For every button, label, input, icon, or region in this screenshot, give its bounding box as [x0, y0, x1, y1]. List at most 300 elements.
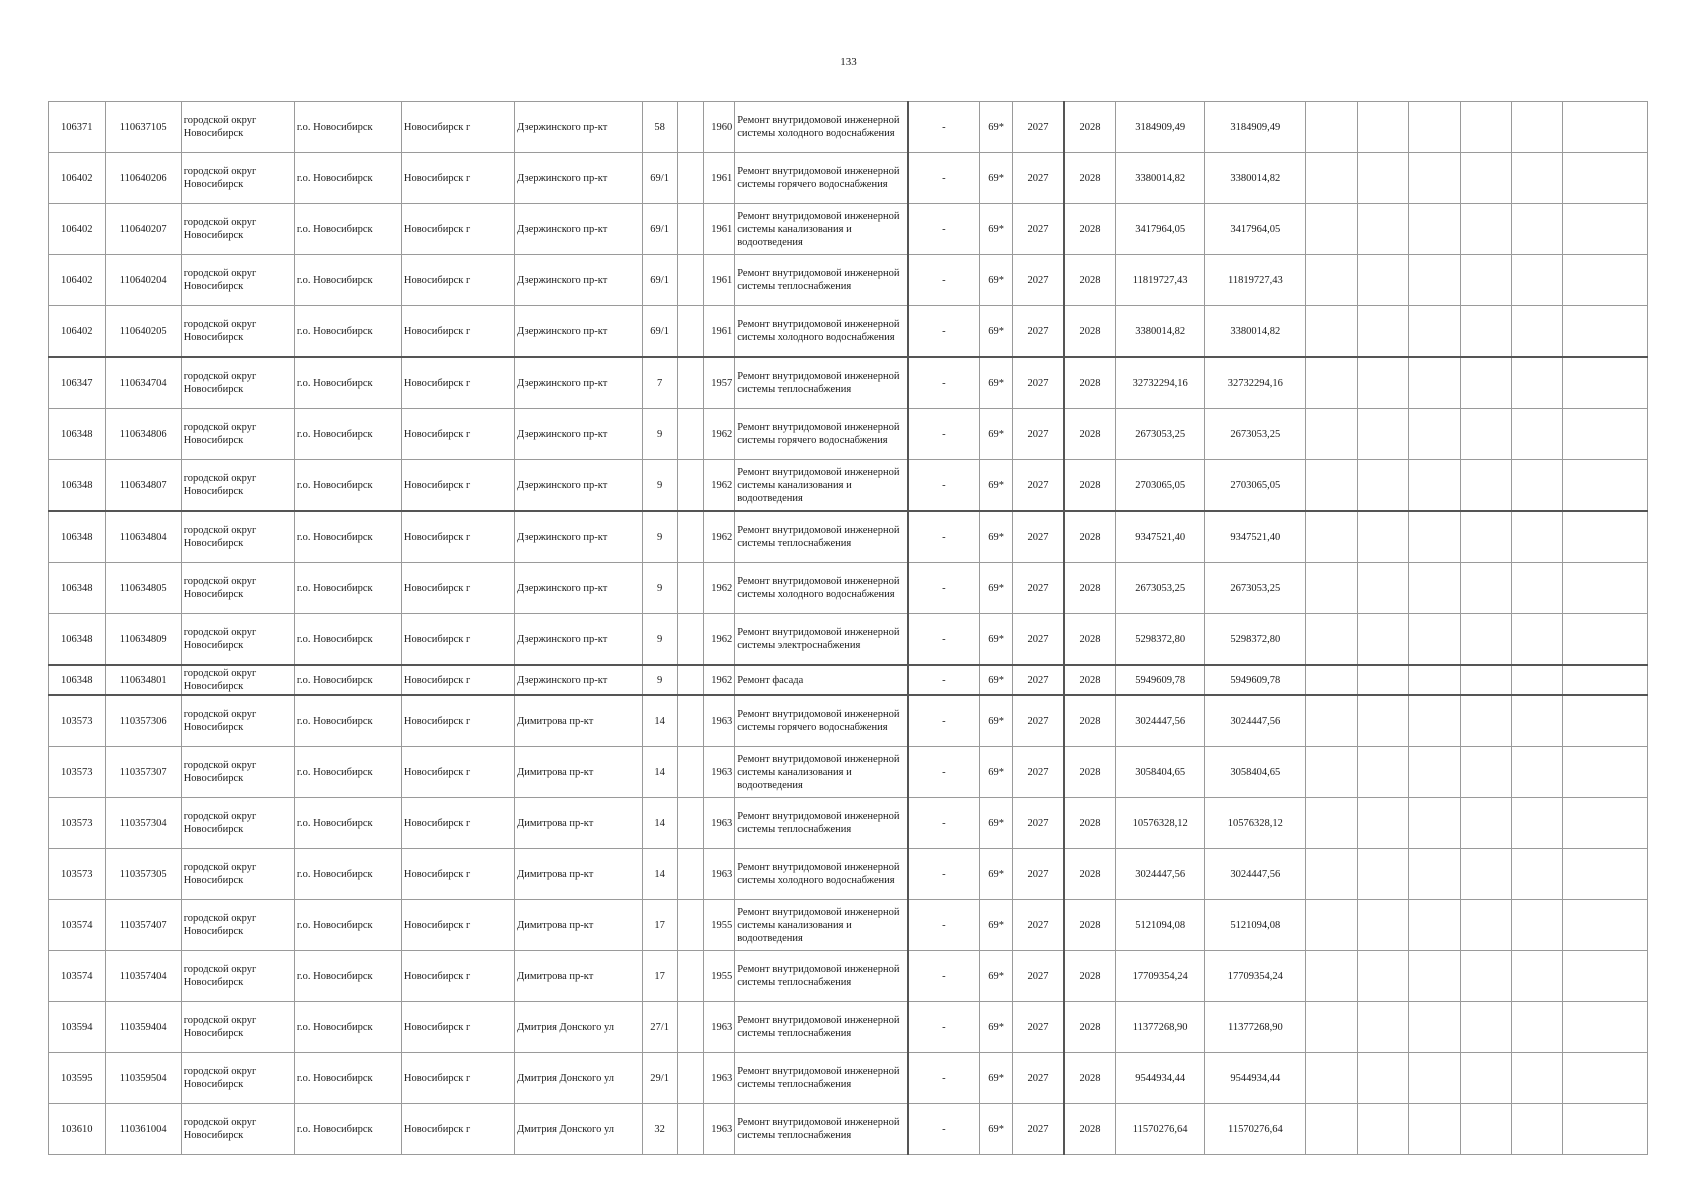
empty-cell	[1306, 951, 1357, 1002]
municipality: городской округ Новосибирск	[181, 747, 294, 798]
street: Дзержинского пр-кт	[515, 511, 643, 563]
work-type: Ремонт внутридомовой инженерной системы холодного водоснабжения	[735, 306, 908, 358]
empty-cell	[1460, 951, 1511, 1002]
empty-cell	[1563, 1104, 1648, 1155]
dash-cell: -	[908, 747, 980, 798]
empty-cell	[1409, 849, 1460, 900]
year-from: 2027	[1013, 695, 1064, 747]
empty-cell	[1409, 747, 1460, 798]
empty-cell	[677, 900, 704, 951]
object-code: 110634801	[105, 665, 181, 695]
row-id: 106348	[49, 614, 106, 666]
wear-percent: 69*	[980, 357, 1013, 409]
empty-cell	[1563, 153, 1648, 204]
total-value: 3024447,56	[1205, 695, 1306, 747]
wear-percent: 69*	[980, 409, 1013, 460]
year-to: 2028	[1064, 849, 1115, 900]
empty-cell	[1357, 511, 1408, 563]
street: Дзержинского пр-кт	[515, 409, 643, 460]
municipality: городской округ Новосибирск	[181, 102, 294, 153]
dash-cell: -	[908, 306, 980, 358]
district: г.о. Новосибирск	[294, 204, 401, 255]
municipality: городской округ Новосибирск	[181, 900, 294, 951]
empty-cell	[1563, 695, 1648, 747]
total-value: 3380014,82	[1205, 306, 1306, 358]
empty-cell	[1563, 204, 1648, 255]
house-number: 69/1	[642, 255, 677, 306]
table-row	[49, 849, 1648, 900]
work-type: Ремонт внутридомовой инженерной системы холодного водоснабжения	[735, 563, 908, 614]
year-to: 2028	[1064, 153, 1115, 204]
empty-cell	[1563, 563, 1648, 614]
house-number: 14	[642, 849, 677, 900]
street: Дзержинского пр-кт	[515, 255, 643, 306]
empty-cell	[1563, 511, 1648, 563]
work-type: Ремонт внутридомовой инженерной системы теплоснабжения	[735, 255, 908, 306]
district: г.о. Новосибирск	[294, 563, 401, 614]
cost-value: 2673053,25	[1115, 563, 1205, 614]
empty-cell	[1409, 695, 1460, 747]
empty-cell	[1460, 665, 1511, 695]
municipality: городской округ Новосибирск	[181, 153, 294, 204]
empty-cell	[1357, 1053, 1408, 1104]
object-code: 110640207	[105, 204, 181, 255]
build-year: 1955	[704, 951, 735, 1002]
wear-percent: 69*	[980, 102, 1013, 153]
city: Новосибирск г	[401, 460, 514, 512]
work-type: Ремонт внутридомовой инженерной системы теплоснабжения	[735, 798, 908, 849]
year-from: 2027	[1013, 102, 1064, 153]
empty-cell	[1460, 511, 1511, 563]
district: г.о. Новосибирск	[294, 695, 401, 747]
empty-cell	[1512, 511, 1563, 563]
total-value: 2703065,05	[1205, 460, 1306, 512]
district: г.о. Новосибирск	[294, 1104, 401, 1155]
district: г.о. Новосибирск	[294, 1002, 401, 1053]
work-type: Ремонт внутридомовой инженерной системы горячего водоснабжения	[735, 409, 908, 460]
build-year: 1963	[704, 747, 735, 798]
empty-cell	[677, 747, 704, 798]
work-type: Ремонт внутридомовой инженерной системы горячего водоснабжения	[735, 695, 908, 747]
table-row	[49, 409, 1648, 460]
year-from: 2027	[1013, 1104, 1064, 1155]
object-code: 110357305	[105, 849, 181, 900]
total-value: 11570276,64	[1205, 1104, 1306, 1155]
table-row	[49, 1104, 1648, 1155]
total-value: 5949609,78	[1205, 665, 1306, 695]
row-id: 103573	[49, 798, 106, 849]
cost-value: 9347521,40	[1115, 511, 1205, 563]
wear-percent: 69*	[980, 900, 1013, 951]
year-from: 2027	[1013, 511, 1064, 563]
wear-percent: 69*	[980, 798, 1013, 849]
year-to: 2028	[1064, 306, 1115, 358]
cost-value: 3184909,49	[1115, 102, 1205, 153]
house-number: 14	[642, 747, 677, 798]
municipality: городской округ Новосибирск	[181, 1104, 294, 1155]
dash-cell: -	[908, 102, 980, 153]
empty-cell	[1357, 1104, 1408, 1155]
city: Новосибирск г	[401, 695, 514, 747]
empty-cell	[1512, 255, 1563, 306]
empty-cell	[1409, 1002, 1460, 1053]
city: Новосибирск г	[401, 900, 514, 951]
empty-cell	[1357, 153, 1408, 204]
table-row	[49, 1002, 1648, 1053]
empty-cell	[1460, 695, 1511, 747]
house-number: 69/1	[642, 204, 677, 255]
empty-cell	[1357, 306, 1408, 358]
empty-cell	[1409, 357, 1460, 409]
empty-cell	[1563, 1002, 1648, 1053]
cost-value: 11377268,90	[1115, 1002, 1205, 1053]
object-code: 110634704	[105, 357, 181, 409]
table-row	[49, 511, 1648, 563]
row-id: 106348	[49, 563, 106, 614]
empty-cell	[1409, 306, 1460, 358]
empty-cell	[1357, 614, 1408, 666]
work-type: Ремонт внутридомовой инженерной системы горячего водоснабжения	[735, 153, 908, 204]
year-from: 2027	[1013, 357, 1064, 409]
dash-cell: -	[908, 511, 980, 563]
row-id: 106348	[49, 665, 106, 695]
year-to: 2028	[1064, 695, 1115, 747]
build-year: 1962	[704, 563, 735, 614]
year-from: 2027	[1013, 409, 1064, 460]
row-id: 106371	[49, 102, 106, 153]
year-to: 2028	[1064, 357, 1115, 409]
house-number: 69/1	[642, 306, 677, 358]
empty-cell	[1357, 951, 1408, 1002]
work-type: Ремонт внутридомовой инженерной системы электроснабжения	[735, 614, 908, 666]
empty-cell	[1357, 357, 1408, 409]
year-to: 2028	[1064, 460, 1115, 512]
dash-cell: -	[908, 1053, 980, 1104]
empty-cell	[1460, 460, 1511, 512]
empty-cell	[1460, 747, 1511, 798]
street: Дзержинского пр-кт	[515, 153, 643, 204]
cost-value: 3024447,56	[1115, 849, 1205, 900]
table-row	[49, 951, 1648, 1002]
empty-cell	[1409, 102, 1460, 153]
empty-cell	[1512, 1053, 1563, 1104]
build-year: 1961	[704, 306, 735, 358]
object-code: 110634805	[105, 563, 181, 614]
city: Новосибирск г	[401, 409, 514, 460]
empty-cell	[1563, 306, 1648, 358]
table-row	[49, 614, 1648, 666]
year-to: 2028	[1064, 665, 1115, 695]
cost-value: 11819727,43	[1115, 255, 1205, 306]
empty-cell	[1512, 665, 1563, 695]
empty-cell	[1563, 460, 1648, 512]
year-from: 2027	[1013, 460, 1064, 512]
empty-cell	[1563, 1053, 1648, 1104]
city: Новосибирск г	[401, 614, 514, 666]
build-year: 1963	[704, 849, 735, 900]
work-type: Ремонт внутридомовой инженерной системы теплоснабжения	[735, 511, 908, 563]
empty-cell	[1357, 798, 1408, 849]
dash-cell: -	[908, 798, 980, 849]
empty-cell	[1357, 695, 1408, 747]
row-id: 106402	[49, 255, 106, 306]
cost-value: 2673053,25	[1115, 409, 1205, 460]
object-code: 110357304	[105, 798, 181, 849]
empty-cell	[677, 357, 704, 409]
build-year: 1962	[704, 511, 735, 563]
work-type: Ремонт внутридомовой инженерной системы теплоснабжения	[735, 1053, 908, 1104]
year-to: 2028	[1064, 951, 1115, 1002]
table-row	[49, 306, 1648, 358]
street: Дзержинского пр-кт	[515, 102, 643, 153]
empty-cell	[1409, 563, 1460, 614]
dash-cell: -	[908, 153, 980, 204]
year-to: 2028	[1064, 1053, 1115, 1104]
table-row	[49, 665, 1648, 695]
empty-cell	[1357, 900, 1408, 951]
dash-cell: -	[908, 614, 980, 666]
municipality: городской округ Новосибирск	[181, 665, 294, 695]
empty-cell	[1512, 460, 1563, 512]
municipality: городской округ Новосибирск	[181, 409, 294, 460]
empty-cell	[1512, 1002, 1563, 1053]
table-row	[49, 798, 1648, 849]
build-year: 1960	[704, 102, 735, 153]
cost-value: 10576328,12	[1115, 798, 1205, 849]
build-year: 1963	[704, 1104, 735, 1155]
year-from: 2027	[1013, 849, 1064, 900]
municipality: городской округ Новосибирск	[181, 951, 294, 1002]
object-code: 110634804	[105, 511, 181, 563]
empty-cell	[1512, 798, 1563, 849]
empty-cell	[677, 563, 704, 614]
work-type: Ремонт внутридомовой инженерной системы теплоснабжения	[735, 1104, 908, 1155]
city: Новосибирск г	[401, 1104, 514, 1155]
empty-cell	[1409, 614, 1460, 666]
district: г.о. Новосибирск	[294, 409, 401, 460]
district: г.о. Новосибирск	[294, 900, 401, 951]
table-row	[49, 900, 1648, 951]
year-to: 2028	[1064, 747, 1115, 798]
row-id: 106347	[49, 357, 106, 409]
build-year: 1957	[704, 357, 735, 409]
total-value: 32732294,16	[1205, 357, 1306, 409]
table-row	[49, 1053, 1648, 1104]
municipality: городской округ Новосибирск	[181, 255, 294, 306]
empty-cell	[1306, 153, 1357, 204]
object-code: 110357307	[105, 747, 181, 798]
empty-cell	[1306, 849, 1357, 900]
wear-percent: 69*	[980, 255, 1013, 306]
row-id: 106402	[49, 153, 106, 204]
cost-value: 5949609,78	[1115, 665, 1205, 695]
cost-value: 11570276,64	[1115, 1104, 1205, 1155]
year-from: 2027	[1013, 900, 1064, 951]
wear-percent: 69*	[980, 747, 1013, 798]
empty-cell	[1512, 849, 1563, 900]
city: Новосибирск г	[401, 747, 514, 798]
empty-cell	[1460, 849, 1511, 900]
district: г.о. Новосибирск	[294, 951, 401, 1002]
empty-cell	[1306, 357, 1357, 409]
empty-cell	[1460, 1104, 1511, 1155]
dash-cell: -	[908, 951, 980, 1002]
district: г.о. Новосибирск	[294, 306, 401, 358]
build-year: 1963	[704, 1053, 735, 1104]
object-code: 110359504	[105, 1053, 181, 1104]
municipality: городской округ Новосибирск	[181, 1002, 294, 1053]
wear-percent: 69*	[980, 563, 1013, 614]
empty-cell	[1512, 563, 1563, 614]
house-number: 17	[642, 951, 677, 1002]
build-year: 1962	[704, 409, 735, 460]
empty-cell	[1306, 204, 1357, 255]
empty-cell	[1460, 255, 1511, 306]
empty-cell	[1563, 102, 1648, 153]
row-id: 106348	[49, 409, 106, 460]
row-id: 106402	[49, 204, 106, 255]
house-number: 58	[642, 102, 677, 153]
total-value: 17709354,24	[1205, 951, 1306, 1002]
street: Дмитрия Донского ул	[515, 1104, 643, 1155]
empty-cell	[1460, 102, 1511, 153]
empty-cell	[1306, 1053, 1357, 1104]
house-number: 17	[642, 900, 677, 951]
empty-cell	[1306, 747, 1357, 798]
empty-cell	[1512, 951, 1563, 1002]
build-year: 1961	[704, 204, 735, 255]
empty-cell	[1357, 204, 1408, 255]
municipality: городской округ Новосибирск	[181, 614, 294, 666]
city: Новосибирск г	[401, 665, 514, 695]
empty-cell	[1306, 614, 1357, 666]
district: г.о. Новосибирск	[294, 665, 401, 695]
district: г.о. Новосибирск	[294, 614, 401, 666]
empty-cell	[1357, 747, 1408, 798]
city: Новосибирск г	[401, 204, 514, 255]
total-value: 3058404,65	[1205, 747, 1306, 798]
cost-value: 32732294,16	[1115, 357, 1205, 409]
empty-cell	[677, 511, 704, 563]
empty-cell	[677, 409, 704, 460]
cost-value: 17709354,24	[1115, 951, 1205, 1002]
district: г.о. Новосибирск	[294, 798, 401, 849]
municipality: городской округ Новосибирск	[181, 511, 294, 563]
total-value: 11377268,90	[1205, 1002, 1306, 1053]
year-from: 2027	[1013, 255, 1064, 306]
empty-cell	[1409, 460, 1460, 512]
build-year: 1962	[704, 614, 735, 666]
cost-value: 3417964,05	[1115, 204, 1205, 255]
house-number: 9	[642, 614, 677, 666]
build-year: 1961	[704, 255, 735, 306]
table-row	[49, 563, 1648, 614]
street: Димитрова пр-кт	[515, 900, 643, 951]
cost-value: 3380014,82	[1115, 153, 1205, 204]
city: Новосибирск г	[401, 849, 514, 900]
capital-repair-table	[48, 101, 1648, 1155]
total-value: 5121094,08	[1205, 900, 1306, 951]
year-to: 2028	[1064, 204, 1115, 255]
empty-cell	[677, 1002, 704, 1053]
year-from: 2027	[1013, 204, 1064, 255]
work-type: Ремонт внутридомовой инженерной системы канализования и водоотведения	[735, 460, 908, 512]
wear-percent: 69*	[980, 1002, 1013, 1053]
object-code: 110357404	[105, 951, 181, 1002]
object-code: 110634806	[105, 409, 181, 460]
district: г.о. Новосибирск	[294, 153, 401, 204]
total-value: 9544934,44	[1205, 1053, 1306, 1104]
dash-cell: -	[908, 357, 980, 409]
empty-cell	[1563, 951, 1648, 1002]
build-year: 1961	[704, 153, 735, 204]
table-row	[49, 102, 1648, 153]
total-value: 2673053,25	[1205, 563, 1306, 614]
municipality: городской округ Новосибирск	[181, 849, 294, 900]
table-row	[49, 255, 1648, 306]
municipality: городской округ Новосибирск	[181, 357, 294, 409]
row-id: 103573	[49, 695, 106, 747]
district: г.о. Новосибирск	[294, 849, 401, 900]
row-id: 103595	[49, 1053, 106, 1104]
wear-percent: 69*	[980, 306, 1013, 358]
year-to: 2028	[1064, 1104, 1115, 1155]
empty-cell	[1460, 153, 1511, 204]
cost-value: 3058404,65	[1115, 747, 1205, 798]
empty-cell	[1306, 695, 1357, 747]
dash-cell: -	[908, 255, 980, 306]
empty-cell	[1563, 849, 1648, 900]
house-number: 9	[642, 511, 677, 563]
street: Димитрова пр-кт	[515, 849, 643, 900]
empty-cell	[1409, 900, 1460, 951]
empty-cell	[677, 695, 704, 747]
city: Новосибирск г	[401, 511, 514, 563]
empty-cell	[677, 665, 704, 695]
empty-cell	[677, 798, 704, 849]
empty-cell	[1409, 665, 1460, 695]
empty-cell	[677, 102, 704, 153]
dash-cell: -	[908, 460, 980, 512]
empty-cell	[1357, 255, 1408, 306]
empty-cell	[1512, 1104, 1563, 1155]
street: Димитрова пр-кт	[515, 951, 643, 1002]
empty-cell	[1460, 409, 1511, 460]
empty-cell	[1512, 153, 1563, 204]
wear-percent: 69*	[980, 511, 1013, 563]
empty-cell	[1306, 1002, 1357, 1053]
street: Димитрова пр-кт	[515, 747, 643, 798]
table-row	[49, 204, 1648, 255]
empty-cell	[1357, 563, 1408, 614]
year-from: 2027	[1013, 1053, 1064, 1104]
empty-cell	[1460, 563, 1511, 614]
house-number: 27/1	[642, 1002, 677, 1053]
street: Дзержинского пр-кт	[515, 306, 643, 358]
empty-cell	[1563, 614, 1648, 666]
empty-cell	[677, 255, 704, 306]
district: г.о. Новосибирск	[294, 357, 401, 409]
wear-percent: 69*	[980, 665, 1013, 695]
city: Новосибирск г	[401, 153, 514, 204]
house-number: 9	[642, 460, 677, 512]
empty-cell	[1512, 900, 1563, 951]
empty-cell	[677, 1053, 704, 1104]
table-row	[49, 153, 1648, 204]
work-type: Ремонт внутридомовой инженерной системы канализования и водоотведения	[735, 900, 908, 951]
empty-cell	[1357, 849, 1408, 900]
wear-percent: 69*	[980, 614, 1013, 666]
